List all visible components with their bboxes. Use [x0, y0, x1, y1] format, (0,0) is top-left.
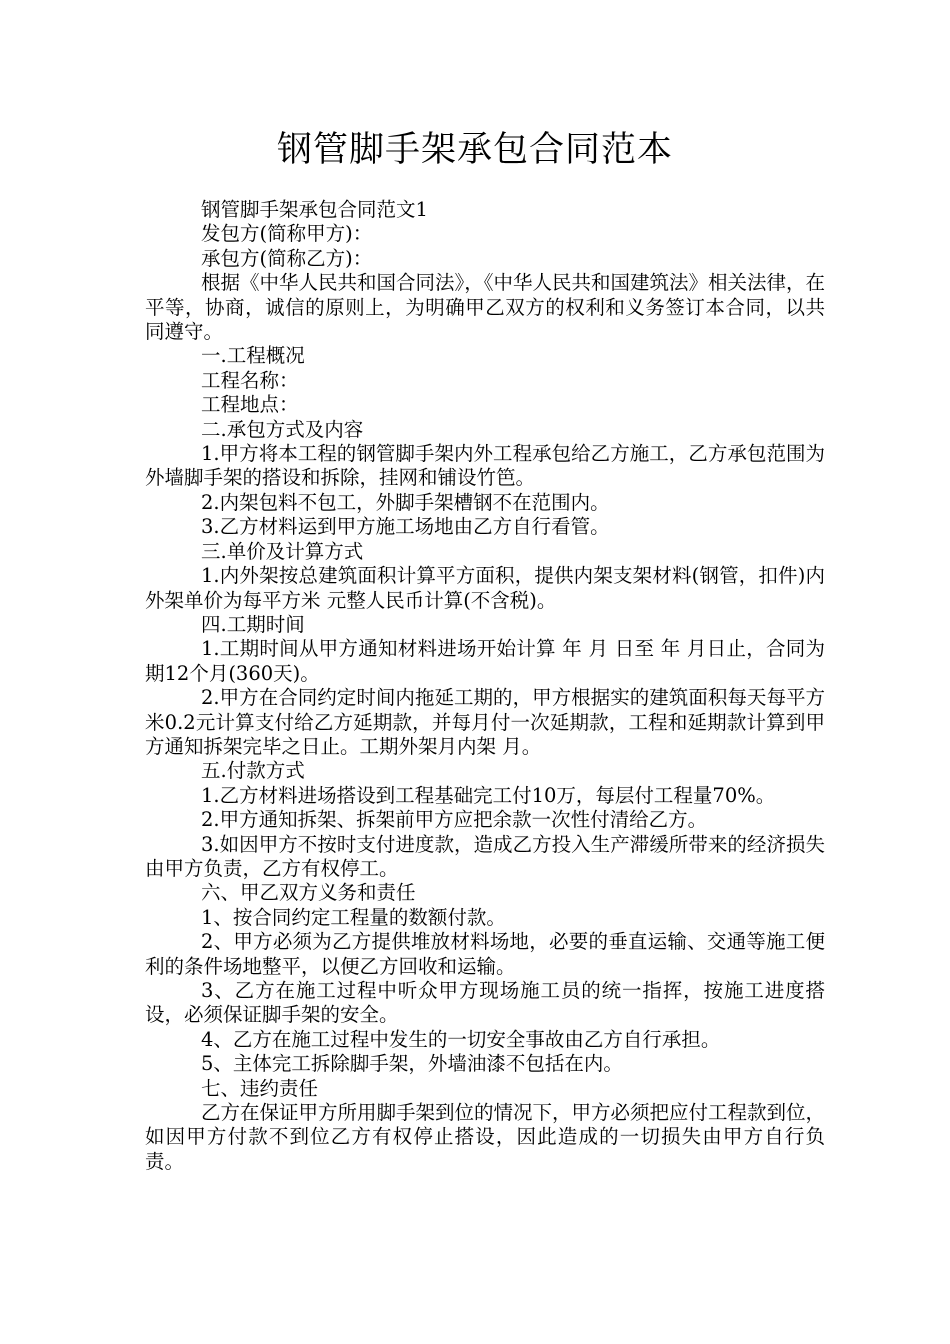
section-heading-7: 七、违约责任	[201, 1076, 319, 1100]
paragraph-3: 承包方(简称乙方)：	[201, 246, 373, 270]
paragraph-1: 钢管脚手架承包合同范文1	[201, 198, 428, 221]
paragraph-7: 工程地点：	[201, 393, 299, 417]
paragraph-15: 1.工期时间从甲方通知材料进场开始计算 年 月 日至 年 月日止，合同为期12个月(360天)。	[145, 637, 825, 685]
paragraph-9: 1.甲方将本工程的钢管脚手架内外工程承包给乙方施工，乙方承包范围为外墙脚手架的搭设和拆除，挂网和铺设竹笆。	[145, 442, 825, 490]
section-heading-2: 二.承包方式及内容	[201, 417, 364, 441]
paragraph-2: 发包方(简称甲方)：	[201, 222, 373, 246]
paragraph-4: 根据《中华人民共和国合同法》，《中华人民共和国建筑法》相关法律，在平等，协商，诚信的原则上，为明确甲乙双方的权利和义务签订本合同，以共同遵守。	[145, 271, 826, 344]
section-heading-3: 三.单价及计算方式	[201, 539, 364, 563]
paragraph-16: 2.甲方在合同约定时间内拖延工期的，甲方根据实的建筑面积每天每平方米0.2元计算支付给乙方延期款，并每月付一次延期款，工程和延期款计算到甲方通知拆架完毕之日止。工期外架月内架 月。	[145, 686, 825, 758]
document-body	[145, 198, 825, 1174]
paragraph-11: 3.乙方材料运到甲方施工场地由乙方自行看管。	[201, 515, 610, 539]
paragraph-6: 工程名称：	[201, 368, 299, 392]
paragraph-20: 3.如因甲方不按时支付进度款，造成乙方投入生产滞缓所带来的经济损失由甲方负责，乙方有权停工。	[145, 832, 825, 880]
paragraph-18: 1.乙方材料进场搭设到工程基础完工付10万，每层付工程量70%。	[201, 783, 776, 807]
paragraph-19: 2.甲方通知拆架、拆架前甲方应把余款一次性付清给乙方。	[201, 808, 708, 832]
section-heading-1: 一.工程概况	[201, 344, 305, 368]
paragraph-26: 5、主体完工拆除脚手架，外墙油漆不包括在内。	[201, 1052, 623, 1076]
section-heading-6: 六、甲乙双方义务和责任	[201, 881, 416, 905]
section-heading-4: 四.工期时间	[201, 612, 305, 636]
paragraph-25: 4、乙方在施工过程中发生的一切安全事故由乙方自行承担。	[201, 1027, 721, 1051]
paragraph-28: 乙方在保证甲方所用脚手架到位的情况下，甲方必须把应付工程款到位，如因甲方付款不到位乙方有权停止搭设，因此造成的一切损失由甲方自行负责。	[145, 1101, 826, 1173]
section-heading-5: 五.付款方式	[201, 759, 305, 783]
paragraph-24: 3、乙方在施工过程中听众甲方现场施工员的统一指挥，按施工进度搭设，必须保证脚手架的安全。	[145, 979, 825, 1027]
paragraph-13: 1.内外架按总建筑面积计算平方面积，提供内架支架材料(钢管，扣件)内外架单价为每平方米 元整人民币计算(不含税)。	[145, 564, 825, 612]
paragraph-10: 2.内架包料不包工，外脚手架槽钢不在范围内。	[201, 490, 610, 514]
document-title: 钢管脚手架承包合同范本	[276, 130, 673, 170]
paragraph-22: 1、按合同约定工程量的数额付款。	[201, 905, 506, 929]
paragraph-23: 2、甲方必须为乙方提供堆放材料场地，必要的垂直运输、交通等施工便利的条件场地整平，以便乙方回收和运输。	[145, 930, 825, 978]
